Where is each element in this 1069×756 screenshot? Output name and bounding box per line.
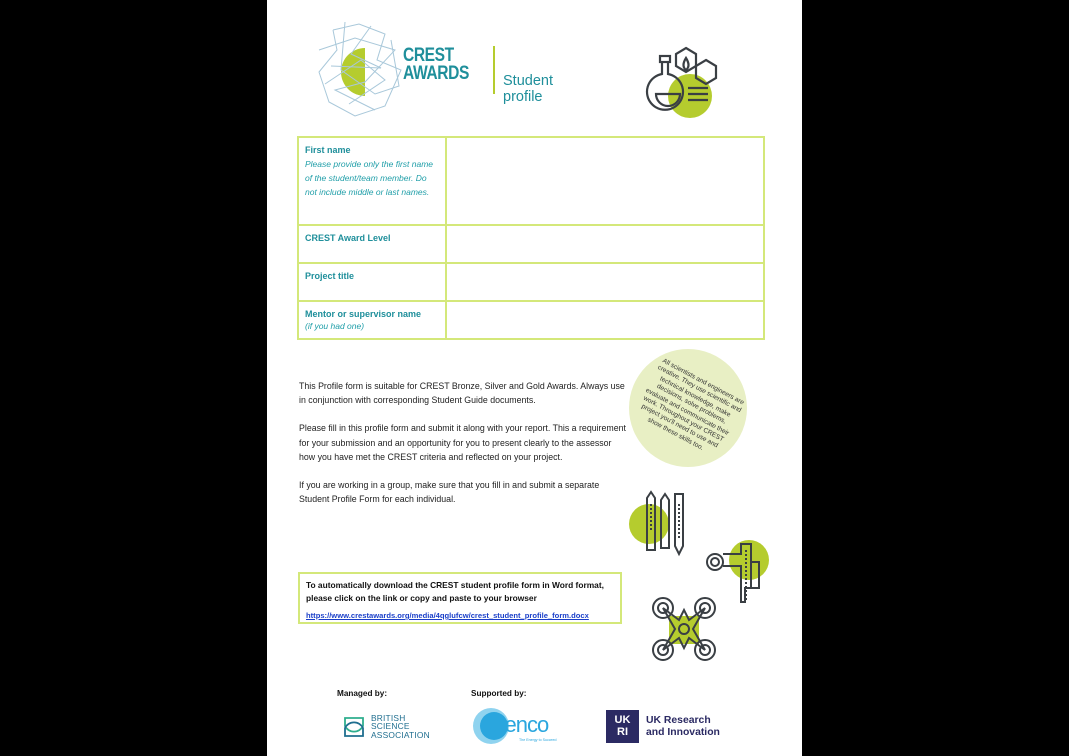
drone-icon xyxy=(651,596,717,662)
instructions-paragraph: If you are working in a group, make sure that you fill in and submit a separate Student Profile Form for each individual. xyxy=(299,480,600,505)
instructions-paragraph: Please fill in this profile form and submit it along with your report. This a requirement for your submission and an opportunity for you to present clearly to the assessor how you have met the CREST criteria and reflected on your project. xyxy=(299,423,626,462)
bsa-wordmark xyxy=(371,714,430,739)
quote-text: All scientists and engineers are creative. They use scientific and technical knowledge, make decisions, solve problems, evaluate and communicate their work. Throughout your CREST project you'll need to use and show these skills too. xyxy=(640,357,746,452)
mentor-field[interactable] xyxy=(447,302,763,338)
form-row-mentor xyxy=(299,300,763,338)
first-name-field[interactable] xyxy=(447,138,763,224)
logo-line-crest: CREST xyxy=(403,45,454,66)
urenco-logo xyxy=(471,706,565,746)
form-row-project-title xyxy=(299,262,763,300)
supported-by-label: Supported by: xyxy=(471,689,527,698)
ukri-logo xyxy=(606,710,726,746)
form-label-cell xyxy=(299,226,447,262)
ukri-wordmark xyxy=(646,715,720,738)
document-page xyxy=(267,0,802,756)
logo-line-awards: AWARDS xyxy=(403,63,469,84)
award-level-field[interactable] xyxy=(447,226,763,262)
ukri-line: and Innovation xyxy=(646,726,720,738)
managed-by-label: Managed by: xyxy=(337,689,388,698)
ukri-badge-top: UK xyxy=(614,714,631,726)
instructions-paragraph: This Profile form is suitable for CREST Bronze, Silver and Gold Awards. Always use in conjunction with corresponding Student Guide documents. xyxy=(299,381,625,406)
mentor-label: Mentor or supervisor name xyxy=(305,309,422,319)
page-title: Student profile xyxy=(503,73,553,105)
student-profile-form xyxy=(297,136,765,340)
award-level-label: CREST Award Level xyxy=(305,233,391,243)
ukri-badge xyxy=(606,710,639,743)
first-name-hint: Please provide only the first name of the student/team member. Do not include middle or last names. xyxy=(305,159,434,197)
bsa-line: BRITISH xyxy=(371,713,406,723)
bsa-line: SCIENCE xyxy=(371,721,410,732)
form-label-cell xyxy=(299,302,447,338)
form-row-first-name xyxy=(299,138,763,224)
first-name-label: First name xyxy=(305,145,351,155)
quote-circle xyxy=(629,349,747,467)
download-info-box xyxy=(298,572,622,624)
crest-wordmark xyxy=(403,47,469,83)
bsa-emblem-icon xyxy=(341,714,367,740)
ukri-badge-bottom: RI xyxy=(617,726,628,738)
mentor-hint: (if you had one) xyxy=(305,321,365,331)
pens-icon xyxy=(629,490,689,560)
download-instructions: To automatically download the CREST student profile form in Word format, please click on the link or copy and paste to your browser xyxy=(306,580,604,603)
project-title-label: Project title xyxy=(305,271,355,281)
urenco-tagline: The Energy to Succeed xyxy=(519,738,557,742)
form-row-award-level xyxy=(299,224,763,262)
logo-divider xyxy=(493,46,495,94)
download-link[interactable]: https://www.crestawards.org/media/4qglufcw/crest_student_profile_form.docx xyxy=(306,611,589,620)
form-label-cell xyxy=(299,138,447,224)
form-label-cell xyxy=(299,264,447,300)
urenco-wordmark: urenco xyxy=(487,712,549,737)
ukri-line: UK Research xyxy=(646,715,711,726)
bsa-logo xyxy=(341,712,431,742)
project-title-field[interactable] xyxy=(447,264,763,300)
science-flask-icon xyxy=(642,44,722,118)
instructions-text xyxy=(299,379,629,520)
crest-awards-logo xyxy=(315,20,565,120)
bsa-line: ASSOCIATION xyxy=(371,729,430,740)
crest-geometric-icon xyxy=(315,20,415,120)
